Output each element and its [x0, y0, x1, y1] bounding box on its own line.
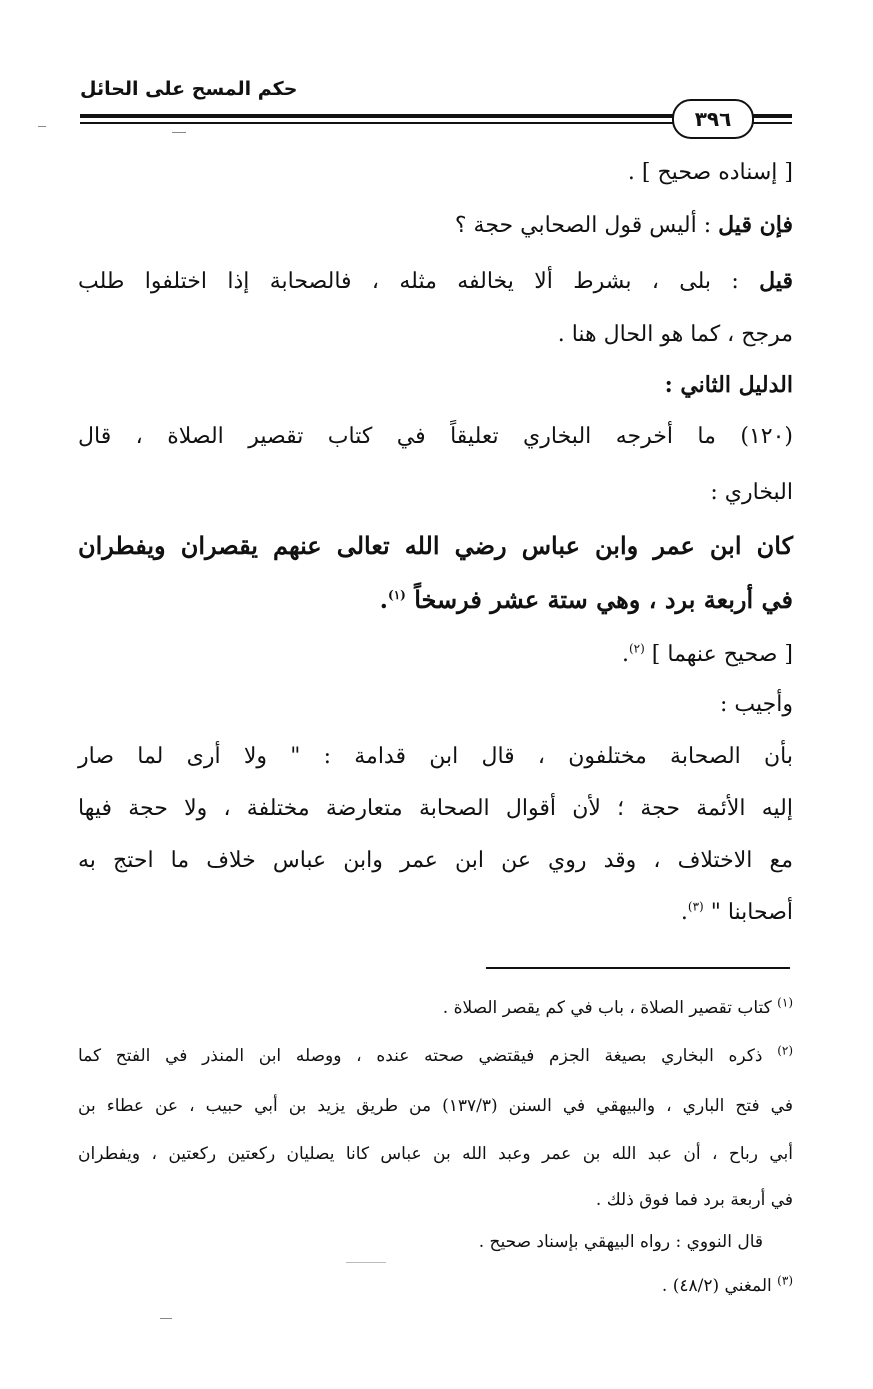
- footnote-separator: [486, 967, 790, 969]
- footnote-text: ذكره البخاري بصيغة الجزم فيقتضي صحته عنده ، ووصله ابن المنذر في الفتح كما: [78, 1046, 763, 1066]
- body-line: [455, 210, 793, 241]
- inline-label: قيل: [759, 268, 793, 294]
- body-line: وأجيب :: [720, 692, 793, 717]
- footnote-number: (٣): [777, 1273, 793, 1288]
- section-heading: الدليل الثاني :: [664, 372, 793, 398]
- inline-text: : بلى ، بشرط ألا يخالفه مثله ، فالصحابة إذا اختلفوا طلب: [78, 269, 760, 294]
- running-header-title: حكم المسح على الحائل: [80, 78, 298, 100]
- footnote-line: قال النووي : رواه البيهقي بإسناد صحيح .: [478, 1232, 763, 1252]
- body-line: بأن الصحابة مختلفون ، قال ابن قدامة : " ولا أرى لما صار: [78, 744, 793, 769]
- body-line: [78, 266, 793, 297]
- footnote-text: كتاب تقصير الصلاة ، باب في كم يقصر الصلاة .: [442, 998, 772, 1018]
- footnote-number: (١): [777, 995, 793, 1010]
- scan-speck: [172, 132, 186, 133]
- body-line: إليه الأئمة حجة ؛ لأن أقوال الصحابة متعارضة مختلفة ، ولا حجة فيها: [78, 796, 793, 821]
- inline-text: أصحابنا ": [710, 900, 793, 925]
- inline-label: فإن قيل: [718, 212, 793, 238]
- scan-speck: [346, 1262, 386, 1263]
- body-line: مرجح ، كما هو الحال هنا .: [557, 322, 793, 347]
- footnote-ref: (١): [388, 588, 406, 602]
- footnote-ref: (٣): [687, 899, 704, 914]
- body-line: مع الاختلاف ، وقد روي عن ابن عمر وابن عباس خلاف ما احتج به: [78, 848, 793, 873]
- footnote-line: في فتح الباري ، والبيهقي في السنن (١٣٧/٣) من طريق يزيد بن أبي حبيب ، عن عطاء بن: [78, 1096, 793, 1116]
- inline-text: [ صحيح عنهما ]: [651, 642, 793, 667]
- quote-line: في أربعة برد ، وهي ستة عشر فرسخاً $^{(١)}$.: [379, 585, 793, 614]
- quote-line: كان ابن عمر وابن عباس رضي الله تعالى عنهم يقصران ويفطران: [78, 531, 793, 560]
- body-line: (١٢٠) ما أخرجه البخاري تعليقاً في كتاب تقصير الصلاة ، قال: [78, 424, 793, 449]
- inline-text: : أليس قول الصحابي حجة ؟: [454, 213, 719, 238]
- footnote-line: في أربعة برد فما فوق ذلك .: [595, 1190, 793, 1210]
- body-line: [ إسناده صحيح ] .: [627, 160, 793, 185]
- footnote: [78, 1044, 793, 1068]
- body-line: [ صحيح عنهما ] $^{(٢)}$.: [621, 641, 793, 667]
- body-line: البخاري :: [710, 480, 793, 505]
- footnote: [443, 996, 793, 1020]
- scan-speck: [160, 1318, 172, 1319]
- quote-text: في أربعة برد ، وهي ستة عشر فرسخاً: [414, 585, 793, 614]
- page-number-badge: ٣٩٦: [672, 99, 754, 139]
- footnote: [662, 1274, 793, 1298]
- footnote-ref: (٢): [628, 641, 645, 656]
- footnote-line: أبي رباح ، أن عبد الله بن عمر وعبد الله بن عباس كانا يصليان ركعتين ركعتين ، ويفطران: [78, 1144, 793, 1164]
- footnote-number: (٢): [777, 1043, 794, 1058]
- body-line: أصحابنا " $^{(٣)}$.: [680, 899, 793, 925]
- scan-speck: [38, 126, 46, 127]
- footnote-text: المغني (٤٨/٢) .: [661, 1276, 772, 1296]
